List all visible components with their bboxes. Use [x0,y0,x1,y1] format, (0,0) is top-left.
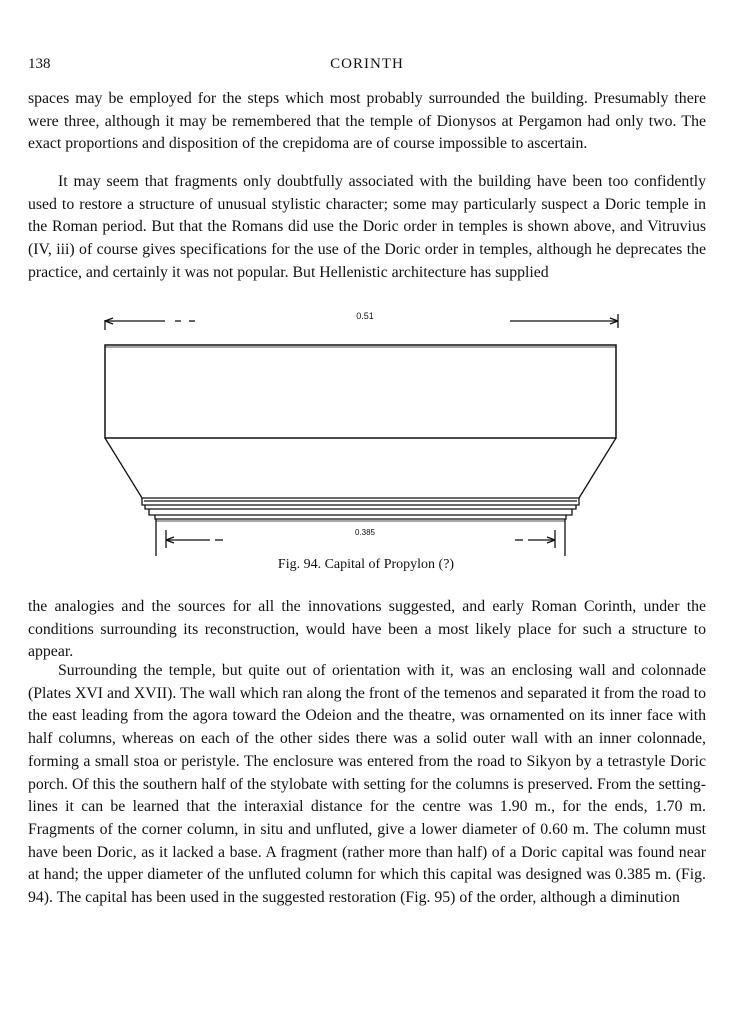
annulet-3 [149,509,572,515]
figure-capital-drawing [95,308,635,560]
page-header [28,56,706,76]
paragraph-4: Surrounding the temple, but quite out of orientation with it, was an enclosing wall and colonnade (Plates XVI and XVII). The wall which ran along the front of the temenos and separated it from the road to the east leading from the agora toward the Odeion and the theatre, was ornamented on its inner face with half columns, whereas on each of the other sides there was a solid outer wall with an inner colonnade, forming a small stoa or peristyle. The enclosure was entered from the road to Sikyon by a tetrastyle Doric porch. Of this the southern half of the stylobate with setting for the columns is preserved. From the setting-lines it can be learned that the interaxial distance for the centre was 1.90 m., for the ends, 1.70 m. Fragments of the corner column, in situ and unfluted, give a lower diameter of 0.60 m. The column must have been Doric, as it lacked a base. A fragment (rather more than half) of a Doric capital was found near at hand; the upper diameter of the unfluted column for which this capital was designed was 0.385 m. (Fig. 94). The capital has been used in the suggested restoration (Fig. 95) of the order, although a diminution [28,662,706,907]
echinus-right [579,438,616,498]
running-title: CORINTH [330,56,404,72]
page-number: 138 [28,56,51,72]
paragraph-3: the analogies and the sources for all the innovations suggested, and early Roman Corinth, under the conditions surrounding its reconstruction, would have been a most likely place for such a structure to appear. [28,598,706,661]
dimension-label-bottom: 0.385 [354,528,376,537]
echinus-left [105,438,142,498]
paragraph-1: spaces may be employed for the steps which most probably surrounded the building. Presumably there were three, although it may be remembered that the temple of Dionysos at Pergamon had only two. The exact proportions and disposition of the crepidoma are of course impossible to ascertain. [28,90,706,153]
abacus [105,345,616,438]
dimension-label-top: 0.51 [356,311,374,321]
figure-caption: Fig. 94. Capital of Propylon (?) [277,557,455,572]
capital-drawing [95,308,635,560]
paragraph-2: It may seem that fragments only doubtfully associated with the building have been too confidently used to restore a structure of unusual stylistic character; some may particularly suspect a Doric temple in the Roman period. But that the Romans did use the Doric order in temples is shown above, and Vitruvius (IV, iii) of course gives specifications for the use of the Doric order in temples, although he deprecates the practice, and certainly it was not popular. But Hellenistic architecture has supplied [28,173,706,281]
